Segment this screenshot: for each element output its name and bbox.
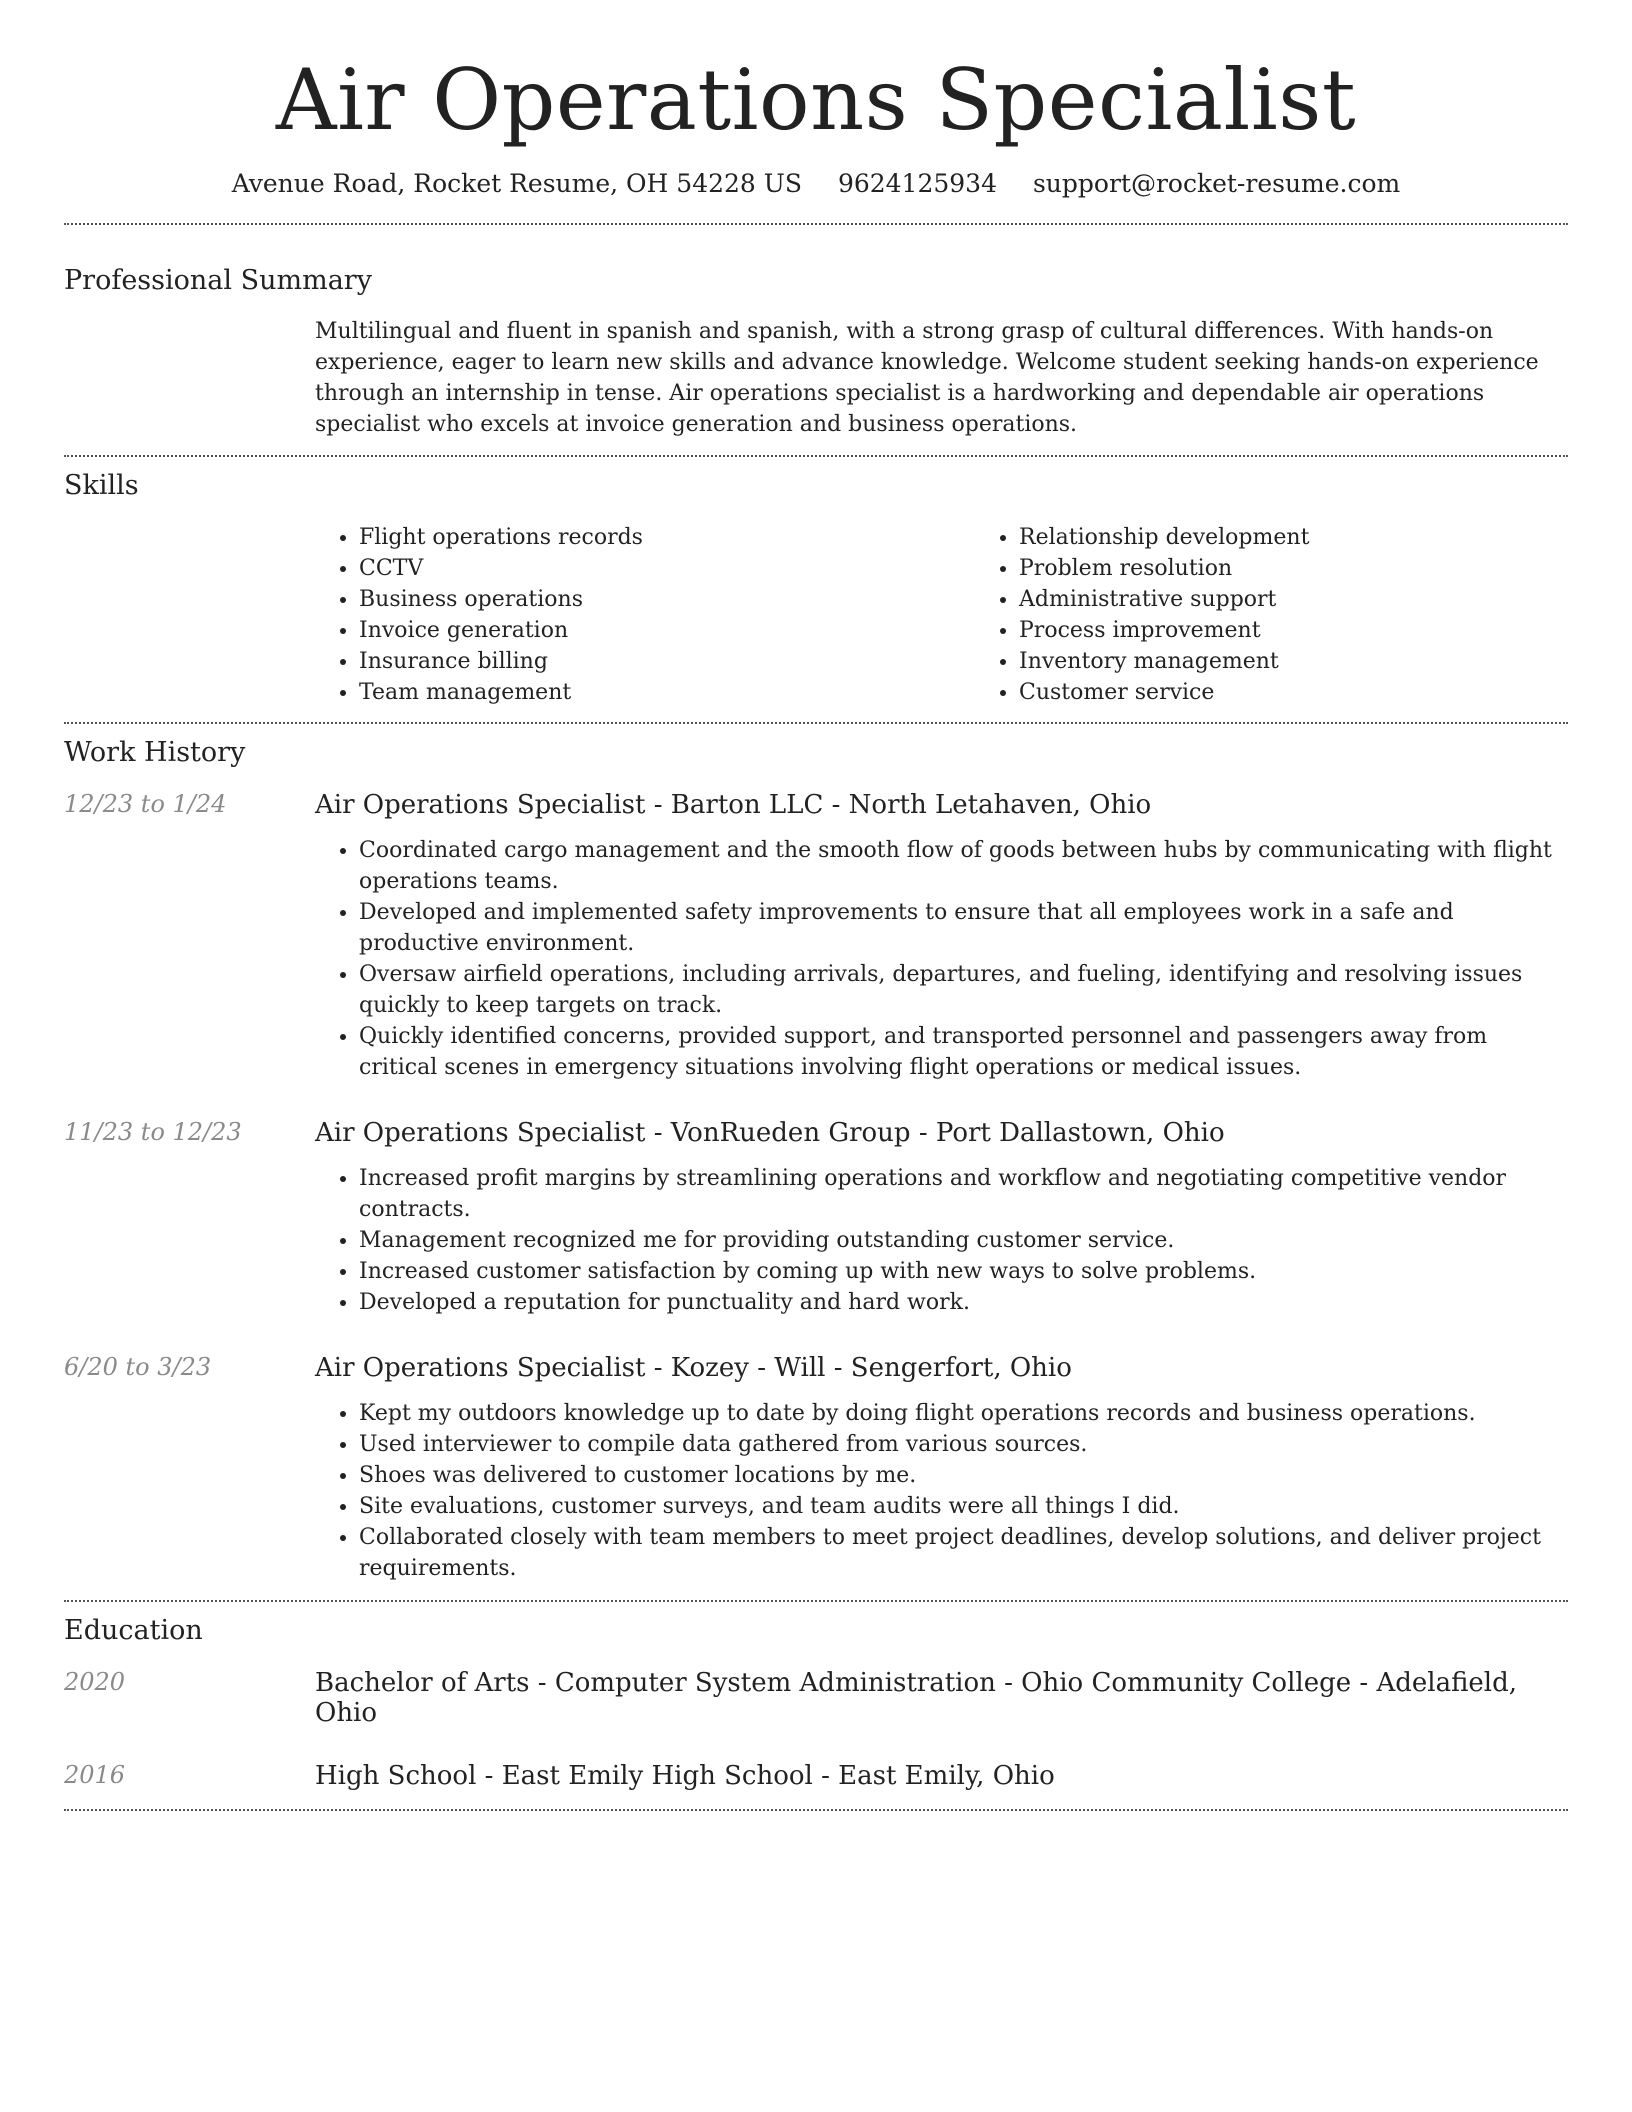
job-title: Air Operations Specialist - VonRueden Group - Port Dallastown, Ohio — [315, 1117, 1225, 1148]
skill-item: • Problem resolution — [1019, 553, 1632, 584]
job-bullets — [315, 1163, 1568, 1318]
skill-item: • Invoice generation — [359, 615, 975, 646]
section-title-skills: Skills — [64, 469, 139, 501]
job-entry — [64, 1353, 1568, 1584]
education-entry — [64, 1668, 1568, 1728]
skill-item: • Inventory management — [1019, 646, 1632, 677]
job-bullet: • Coordinated cargo management and the smooth flow of goods between hubs by communicating with flight operations teams. — [359, 835, 1568, 897]
resume-header — [64, 0, 1568, 198]
job-bullet: • Developed a reputation for punctuality and hard work. — [359, 1287, 1568, 1318]
job-bullet: • Shoes was delivered to customer locations by me. — [359, 1460, 1568, 1491]
section-title-education: Education — [64, 1614, 203, 1646]
job-bullet: • Management recognized me for providing outstanding customer service. — [359, 1225, 1568, 1256]
job-bullets — [315, 835, 1568, 1083]
skill-item: • Insurance billing — [359, 646, 975, 677]
education-section — [64, 1615, 1568, 1791]
job-bullet: • Increased profit margins by streamlining operations and workflow and negotiating competitive vendor contracts. — [359, 1163, 1568, 1225]
contact-phone: 9624125934 — [837, 168, 997, 198]
summary-text: Multilingual and fluent in spanish and spanish, with a strong grasp of cultural differences. With hands-on experience, eager to learn new skills and advance knowledge. Welcome student seeking hands-on experience through an internship in tense. Air operations specialist is a hardworking and dependable air operations specialist who excels at invoice generation and business operations. — [315, 318, 1539, 437]
divider — [64, 455, 1568, 457]
skill-item: • Customer service — [1019, 677, 1632, 708]
job-dates: 11/23 to 12/23 — [64, 1117, 242, 1146]
skill-item: • Team management — [359, 677, 975, 708]
summary-section — [64, 265, 1568, 440]
skills-section — [64, 470, 1568, 708]
job-entry — [64, 790, 1568, 1083]
job-bullet: • Quickly identified concerns, provided support, and transported personnel and passengers away from critical scenes in emergency situations involving flight operations or medical issues. — [359, 1021, 1568, 1083]
job-title: Air Operations Specialist - Barton LLC - North Letahaven, Ohio — [315, 789, 1152, 820]
skill-item: • Flight operations records — [359, 522, 975, 553]
education-entry — [64, 1761, 1568, 1791]
skill-item: • Business operations — [359, 584, 975, 615]
skill-item: • Administrative support — [1019, 584, 1632, 615]
skill-item: • Relationship development — [1019, 522, 1632, 553]
job-bullet: • Collaborated closely with team members to meet project deadlines, develop solutions, and deliver project requirements. — [359, 1522, 1568, 1584]
education-text: Bachelor of Arts - Computer System Administration - Ohio Community College - Adelafield, Ohio — [315, 1667, 1518, 1728]
divider — [64, 722, 1568, 724]
skills-list-left — [315, 522, 975, 708]
job-entry — [64, 1118, 1568, 1318]
divider — [64, 1809, 1568, 1811]
education-year: 2020 — [64, 1667, 126, 1696]
skill-item: • CCTV — [359, 553, 975, 584]
contact-email: support@rocket-resume.com — [1032, 168, 1401, 198]
candidate-name: Air Operations Specialist — [275, 51, 1357, 149]
section-title-work: Work History — [64, 736, 246, 768]
job-title: Air Operations Specialist - Kozey - Will - Sengerfort, Ohio — [315, 1352, 1072, 1383]
job-bullet: • Developed and implemented safety improvements to ensure that all employees work in a safe and productive environment. — [359, 897, 1568, 959]
job-dates: 6/20 to 3/23 — [64, 1352, 212, 1381]
contact-line — [64, 169, 1568, 198]
education-year: 2016 — [64, 1760, 126, 1789]
job-bullets — [315, 1398, 1568, 1584]
job-dates: 12/23 to 1/24 — [64, 789, 227, 818]
job-bullet: • Used interviewer to compile data gathered from various sources. — [359, 1429, 1568, 1460]
job-bullet: • Site evaluations, customer surveys, and team audits were all things I did. — [359, 1491, 1568, 1522]
skill-item: • Process improvement — [1019, 615, 1632, 646]
education-text: High School - East Emily High School - East Emily, Ohio — [315, 1760, 1055, 1791]
divider — [64, 1600, 1568, 1602]
section-title-summary: Professional Summary — [64, 264, 372, 296]
work-history-section — [64, 737, 1568, 1584]
divider — [64, 223, 1568, 225]
job-bullet: • Kept my outdoors knowledge up to date by doing flight operations records and business operations. — [359, 1398, 1568, 1429]
job-bullet: • Oversaw airfield operations, including arrivals, departures, and fueling, identifying and resolving issues quickly to keep targets on track. — [359, 959, 1568, 1021]
job-bullet: • Increased customer satisfaction by coming up with new ways to solve problems. — [359, 1256, 1568, 1287]
contact-address: Avenue Road, Rocket Resume, OH 54228 US — [231, 168, 802, 198]
skills-list-right — [975, 522, 1632, 708]
